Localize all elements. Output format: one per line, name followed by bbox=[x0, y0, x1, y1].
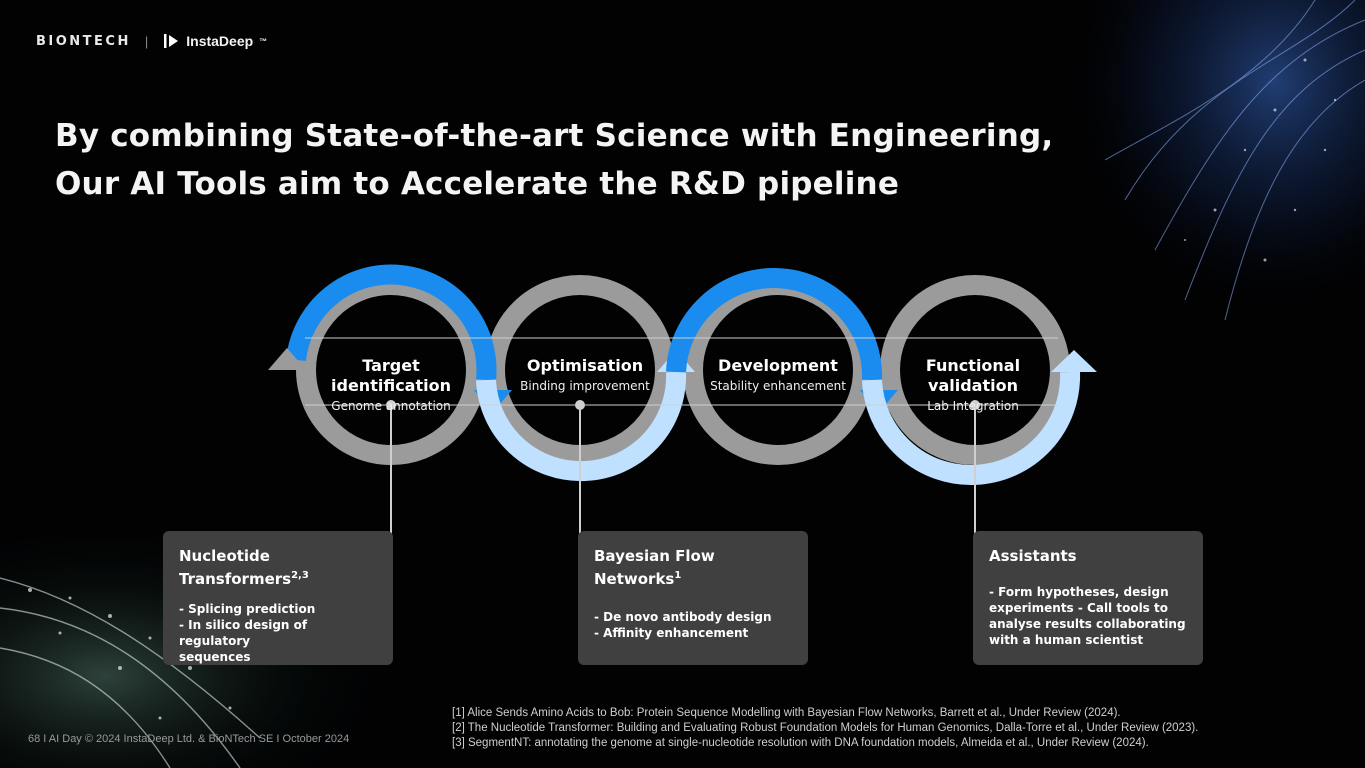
stage-label-optimisation bbox=[495, 356, 675, 394]
stage-subtitle: Genome annotation bbox=[331, 399, 451, 413]
card-assistants bbox=[973, 531, 1203, 665]
stage-title: Functional validation bbox=[925, 356, 1021, 395]
card-title-line-1: Assistants bbox=[989, 547, 1077, 565]
card-title bbox=[989, 547, 1187, 566]
references bbox=[452, 706, 1198, 751]
card-body-line: experiments - Call tools to bbox=[989, 601, 1168, 615]
page-title-line-2: Our AI Tools aim to Accelerate the R&D pipeline bbox=[55, 166, 900, 202]
card-body-line: - Splicing prediction bbox=[179, 602, 316, 616]
stage-title: Optimisation bbox=[526, 356, 644, 375]
stage-label-development bbox=[688, 356, 868, 394]
stage-subtitle: Binding improvement bbox=[520, 379, 650, 393]
card-title-line-1: Nucleotide bbox=[179, 547, 270, 565]
card-body-line: - In silico design of regulatory bbox=[179, 618, 308, 648]
reference-2: [2] The Nucleotide Transformer: Building and Evaluating Robust Foundation Models for Human Genomics, Dalla-Torre et al., Under Review (2023). bbox=[452, 722, 1199, 734]
card-body bbox=[594, 609, 792, 641]
card-title-line-2: Networks bbox=[594, 570, 675, 588]
stage-title: Development bbox=[718, 356, 838, 375]
logo-separator: | bbox=[144, 33, 149, 49]
reference-1: [1] Alice Sends Amino Acids to Bob: Protein Sequence Modelling with Bayesian Flow Networks, Barrett et al., Under Review (2024). bbox=[452, 707, 1121, 719]
card-title-line-1: Bayesian Flow bbox=[594, 547, 715, 565]
stage-label-target-identification bbox=[301, 356, 481, 414]
card-body bbox=[989, 584, 1187, 648]
reference-3: [3] SegmentNT: annotating the genome at single-nucleotide resolution with DNA foundation models, Almeida et al., Under Review (2024). bbox=[452, 737, 1149, 749]
instadeep-logo-text: InstaDeep bbox=[186, 33, 254, 49]
card-title-superscript: 2,3 bbox=[291, 570, 309, 581]
stage-subtitle: Lab Integration bbox=[927, 399, 1019, 413]
card-nucleotide-transformers bbox=[163, 531, 393, 665]
card-body-line: - Form hypotheses, design bbox=[989, 585, 1169, 599]
stage-title: Target identification bbox=[331, 356, 451, 395]
card-body-line: with a human scientist bbox=[989, 633, 1144, 647]
card-title-line-2: Transformers bbox=[179, 570, 292, 588]
card-title-superscript: 1 bbox=[674, 570, 682, 581]
instadeep-trademark: ™ bbox=[259, 36, 268, 46]
card-body-line: - Affinity enhancement bbox=[594, 626, 749, 640]
stage-label-functional-validation bbox=[883, 356, 1063, 414]
card-body-line: sequences bbox=[179, 650, 251, 664]
card-body-line: analyse results collaborating bbox=[989, 617, 1186, 631]
page-footer: 68 I AI Day © 2024 InstaDeep Ltd. & BioNTech SE I October 2024 bbox=[28, 733, 350, 745]
card-body-line: - De novo antibody design bbox=[594, 610, 772, 624]
card-title bbox=[179, 547, 377, 589]
card-bayesian-flow-networks bbox=[578, 531, 808, 665]
page-title-line-1: By combining State-of-the-art Science with Engineering, bbox=[55, 118, 1054, 154]
biontech-logo: BIONTECH bbox=[36, 33, 131, 49]
card-title bbox=[594, 547, 792, 589]
card-body bbox=[179, 601, 377, 665]
stage-subtitle: Stability enhancement bbox=[710, 379, 846, 393]
